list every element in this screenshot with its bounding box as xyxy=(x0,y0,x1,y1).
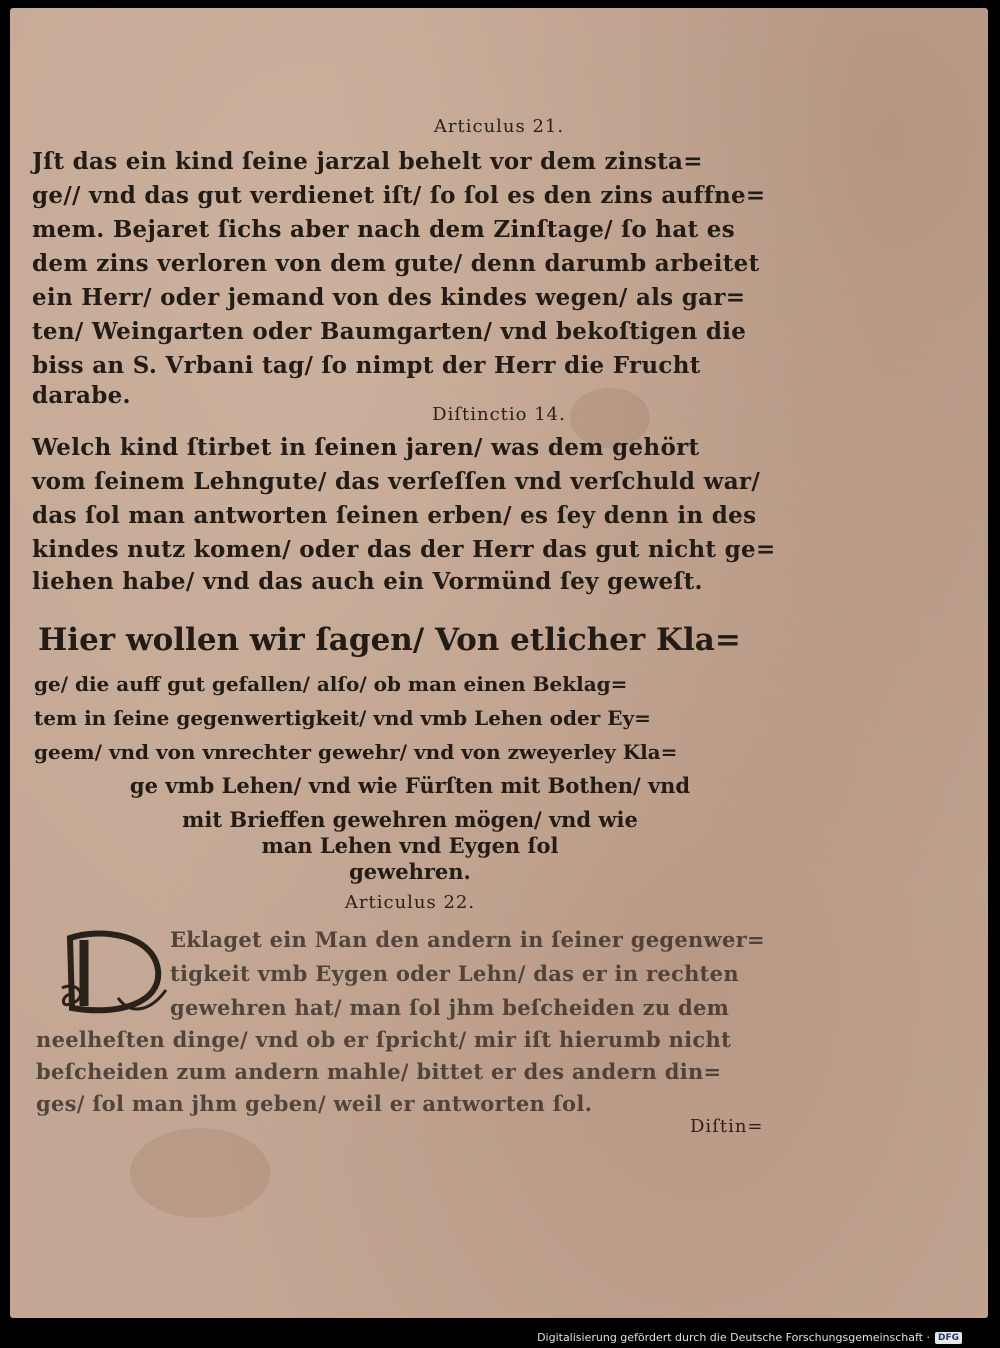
distinctio-14-line: vom ſeinem Lehngute/ das verſeſſen vnd verſchuld war/ xyxy=(32,468,761,495)
section-heading: Hier wollen wir ſagen/ Von etlicher Kla= xyxy=(38,622,741,658)
article-22-line: gewehren hat/ man ſol jhm beſcheiden zu dem xyxy=(170,995,730,1020)
section-subheading-line: man Lehen vnd Eygen ſol xyxy=(261,833,559,858)
decorated-initial-icon xyxy=(58,928,168,1018)
article-21-line: darabe. xyxy=(32,382,131,409)
article-22-heading: Articulus 22. xyxy=(344,892,476,913)
article-21-line: Jſt das ein kind ſeine jarzal behelt vor dem zinsta= xyxy=(32,148,703,175)
article-21-line: biss an S. Vrbani tag/ ſo nimpt der Herr die Frucht xyxy=(32,352,701,379)
section-subheading-line: ge/ die auff gut gefallen/ alſo/ ob man einen Beklag= xyxy=(34,672,628,696)
article-21-line: dem zins verloren von dem gute/ denn darumb arbeitet xyxy=(32,250,760,277)
article-21-line: ten/ Weingarten oder Baumgarten/ vnd bekoſtigen die xyxy=(32,318,747,345)
article-21-line: mem. Bejaret ſichs aber nach dem Zinſtage/ ſo hat es xyxy=(32,216,735,243)
dfg-logo: DFG xyxy=(935,1332,962,1344)
page-stain xyxy=(130,1128,270,1218)
section-subheading-line: geem/ vnd von vnrechter gewehr/ vnd von zweyerley Kla= xyxy=(34,740,678,764)
article-21-line: ge// vnd das gut verdienet iſt/ ſo ſol es den zins auffne= xyxy=(32,182,766,209)
distinctio-14-line: das ſol man antworten ſeinen erben/ es ſey denn in des xyxy=(32,502,757,529)
article-22-line: ges/ ſol man jhm geben/ weil er antworten ſol. xyxy=(36,1091,593,1116)
distinctio-14-line: Welch kind ſtirbet in ſeinen jaren/ was dem gehört xyxy=(32,434,700,461)
section-subheading-line: ge vmb Lehen/ vnd wie Fürſten mit Bothen/ vnd xyxy=(129,773,691,798)
section-subheading-line: gewehren. xyxy=(349,859,471,884)
article-22-line: Eklaget ein Man den andern in ſeiner gegenwer= xyxy=(170,927,765,952)
article-22-line: beſcheiden zum andern mahle/ bittet er des andern din= xyxy=(36,1059,722,1084)
section-subheading-line: mit Brieffen gewehren mögen/ vnd wie xyxy=(182,807,638,832)
footer-text: Digitalisierung gefördert durch die Deutsche Forschungsgemeinschaft · xyxy=(537,1331,930,1344)
article-22-line: neelheſten dinge/ vnd ob er ſpricht/ mir iſt hierumb nicht xyxy=(36,1027,732,1052)
footer-credit xyxy=(537,1331,962,1344)
article-22-line: tigkeit vmb Eygen oder Lehn/ das er in rechten xyxy=(170,961,739,986)
article-21-line: ein Herr/ oder jemand von des kindes wegen/ als gar= xyxy=(32,284,746,311)
distinctio-14-line: liehen habe/ vnd das auch ein Vormünd ſey geweſt. xyxy=(32,568,703,595)
article-21-heading: Articulus 21. xyxy=(433,116,565,137)
book-page xyxy=(10,8,988,1318)
distinctio-14-line: kindes nutz komen/ oder das der Herr das gut nicht ge= xyxy=(32,536,776,563)
catchword: Diſtin= xyxy=(690,1116,764,1137)
section-subheading-line: tem in ſeine gegenwertigkeit/ vnd vmb Lehen oder Ey= xyxy=(34,706,651,730)
distinctio-14-heading: Diſtinctio 14. xyxy=(432,404,566,425)
